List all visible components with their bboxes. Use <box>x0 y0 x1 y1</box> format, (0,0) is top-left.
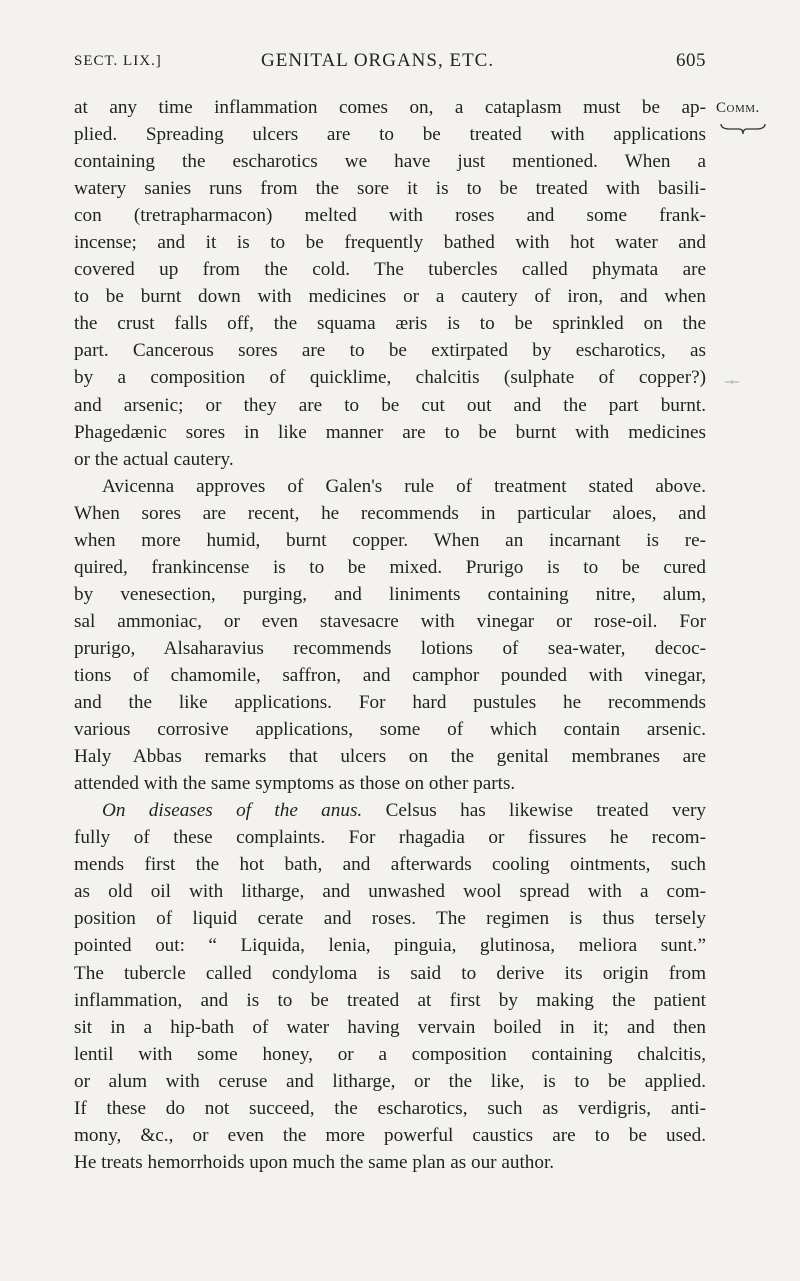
text-line: and the like applications. For hard pustules he recommends <box>74 692 706 714</box>
text-line: or alum with ceruse and litharge, or the like, is to be applied. <box>74 1070 706 1092</box>
text-line: If these do not succeed, the escharotics, such as verdigris, anti- <box>74 1097 706 1119</box>
text-line: various corrosive applications, some of which contain arsenic. <box>74 719 706 741</box>
text-line: by a composition of quicklime, chalcitis (sulphate of copper?) <box>74 367 706 389</box>
text-line: part. Cancerous sores are to be extirpated by escharotics, as <box>74 340 706 362</box>
text-line: inflammation, and is to be treated at first by making the patient <box>74 989 706 1011</box>
text-line: prurigo, Alsaharavius recommends lotions of sea-water, decoc- <box>74 637 706 659</box>
text-line: con (tretrapharmacon) melted with roses and some frank- <box>74 205 706 227</box>
text-line: He treats hemorrhoids upon much the same plan as our author. <box>74 1151 555 1173</box>
text-line: lentil with some honey, or a composition containing chalcitis, <box>74 1043 706 1065</box>
text-line: attended with the same symptoms as those on other parts. <box>74 773 516 795</box>
text-line: watery sanies runs from the sore it is to be treated with basili- <box>74 178 706 200</box>
text-line: as old oil with litharge, and unwashed wool spread with a com- <box>74 881 706 903</box>
text-line: at any time inflammation comes on, a cataplasm must be ap- <box>74 97 706 118</box>
text-line: incense; and it is to be frequently bathed with hot water and <box>74 232 706 254</box>
text-line: covered up from the cold. The tubercles called phymata are <box>74 259 706 281</box>
text-line <box>74 797 706 824</box>
text-line-rest: Celsus has likewise treated very <box>385 800 706 822</box>
chapter-title: GENITAL ORGANS, ETC. <box>261 50 495 71</box>
text-line: quired, frankincense is to be mixed. Prurigo is to be cured <box>74 556 706 578</box>
margin-brace-icon <box>720 122 766 136</box>
text-line: pointed out: “ Liquida, lenia, pinguia, glutinosa, meliora sunt.” <box>74 935 706 957</box>
text-line: to be burnt down with medicines or a cautery of iron, and when <box>74 286 706 308</box>
text-line: The tubercle called condyloma is said to derive its origin from <box>74 962 706 984</box>
body-text <box>74 94 706 1176</box>
text-line: and arsenic; or they are to be cut out and the part burnt. <box>74 394 706 416</box>
text-line: sit in a hip-bath of water having vervain boiled in it; and then <box>74 1016 706 1038</box>
text-line: the crust falls off, the squama æris is to be sprinkled on the <box>74 313 706 335</box>
text-line: containing the escharotics we have just mentioned. When a <box>74 151 706 173</box>
text-line: plied. Spreading ulcers are to be treated with applications <box>74 124 706 146</box>
text-line: position of liquid cerate and roses. The regimen is thus tersely <box>74 908 706 930</box>
text-line: Avicenna approves of Galen's rule of treatment stated above. <box>102 475 706 497</box>
text-line: when more humid, burnt copper. When an incarnant is re- <box>74 529 706 551</box>
page-number: 605 <box>676 50 706 71</box>
text-line: Haly Abbas remarks that ulcers on the genital membranes are <box>74 746 706 768</box>
section-label: SECT. LIX.] <box>74 53 162 69</box>
text-line: When sores are recent, he recommends in particular aloes, and <box>74 502 706 524</box>
text-line: by venesection, purging, and liniments containing nitre, alum, <box>74 583 706 605</box>
text-line: mony, &c., or even the more powerful caustics are to be used. <box>74 1124 706 1146</box>
text-line: or the actual cautery. <box>74 448 234 470</box>
section-heading: On diseases of the anus. <box>102 800 363 822</box>
text-line: sal ammoniac, or even stavesacre with vinegar or rose-oil. For <box>74 610 706 632</box>
text-line: fully of these complaints. For rhagadia or fissures he recom- <box>74 827 706 849</box>
margin-note: Comm. <box>716 100 760 116</box>
text-line: Phagedænic sores in like manner are to be burnt with medicines <box>74 421 706 443</box>
text-line: tions of chamomile, saffron, and camphor pounded with vinegar, <box>74 664 706 686</box>
running-head <box>74 50 706 76</box>
pencil-mark-icon <box>722 372 742 392</box>
text-line: mends first the hot bath, and afterwards cooling ointments, such <box>74 854 706 876</box>
